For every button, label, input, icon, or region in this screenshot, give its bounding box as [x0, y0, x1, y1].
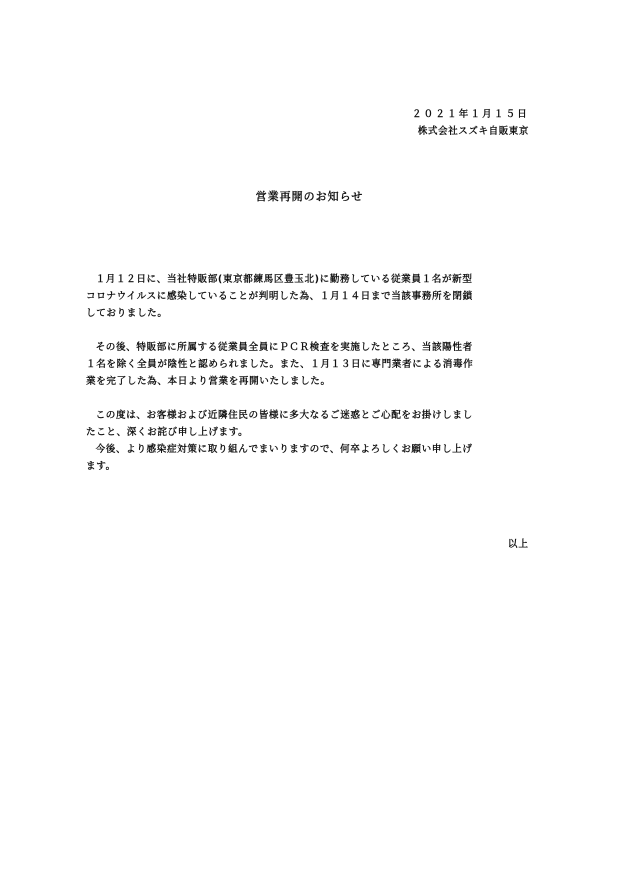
company-name: 株式会社スズキ自販東京 [417, 126, 529, 137]
closing-mark: 以上 [507, 539, 529, 550]
body-line: この度は、お客様および近隣住民の皆様に多大なるご迷惑とご心配をお掛けしまし [95, 410, 473, 421]
paragraph-apology [86, 407, 534, 441]
document-header [412, 106, 529, 140]
body-line: その後、特販部に所属する従業員全員にＰＣＲ検査を実施したところ、当該陽性者 [95, 342, 473, 353]
paragraph-pcr-test [86, 339, 534, 390]
body-line: ます。 [86, 461, 116, 472]
paragraph-future-measures [86, 441, 534, 475]
paragraph-gap [86, 390, 534, 407]
paragraph-closure [86, 271, 534, 322]
body-line: しておりました。 [86, 308, 168, 319]
paragraph-gap [86, 322, 534, 339]
notice-body [86, 271, 534, 475]
body-line: 業を完了した為、本日より営業を再開いたしました。 [86, 376, 331, 387]
notice-title: 営業再開のお知らせ [255, 190, 364, 203]
issue-date: ２０２１年１月１５日 [411, 109, 529, 120]
body-line: １月１２日に、当社特販部(東京都練馬区豊玉北)に勤務している従業員１名が新型 [95, 274, 473, 285]
body-line: コロナウイルスに感染していることが判明した為、１月１４日まで当該事務所を閉鎖 [86, 291, 473, 302]
body-line: １名を除く全員が陰性と認められました。また、１月１３日に専門業者による消毒作 [86, 359, 474, 370]
body-line: たこと、深くお詫び申し上げます。 [86, 427, 249, 438]
body-line: 今後、より感染症対策に取り組んでまいりますので、何卒よろしくお願い申し上げ [95, 444, 473, 455]
